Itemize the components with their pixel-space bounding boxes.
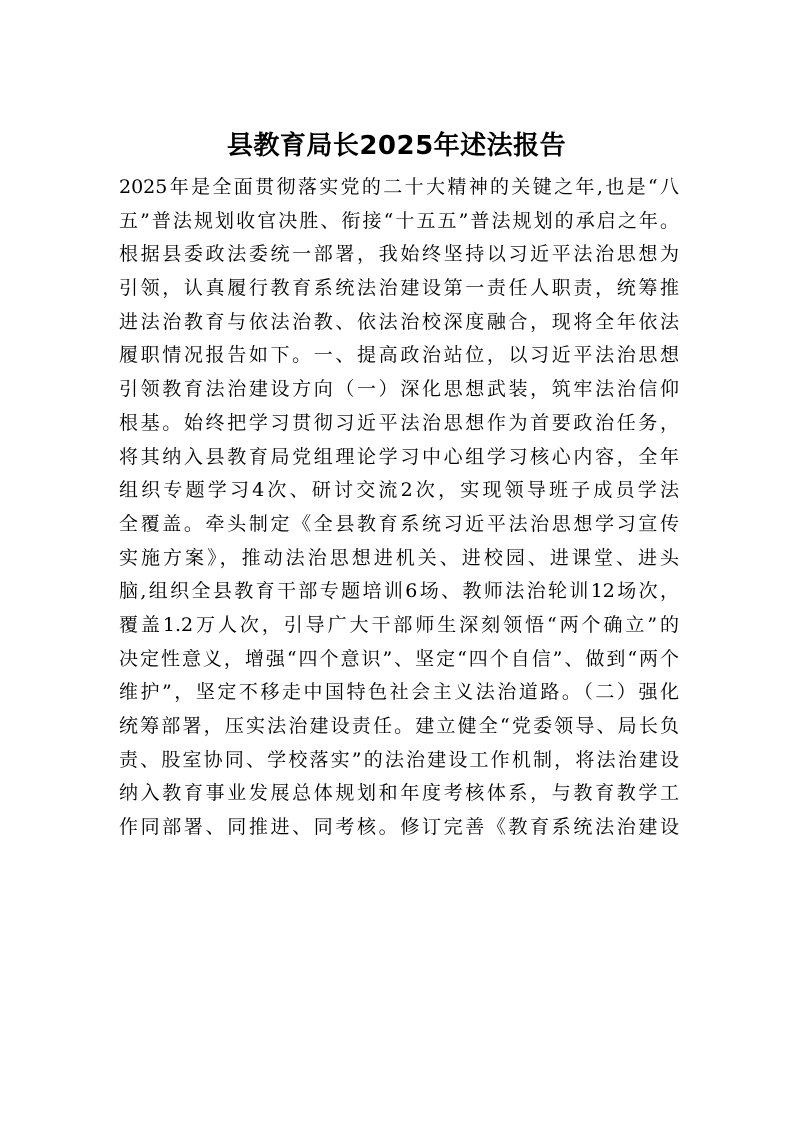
body-line: 组织专题学习4次、研讨交流2次，实现领导班子成员学法 — [119, 479, 679, 502]
document-title: 县教育局长2025年述法报告 — [226, 131, 567, 161]
body-line: 纳入教育事业发展总体规划和年度考核体系，与教育教学工 — [119, 782, 679, 805]
body-line: 将其纳入县教育局党组理论学习中心组学习核心内容，全年 — [119, 445, 679, 468]
body-line: 引领，认真履行教育系统法治建设第一责任人职责，统筹推 — [119, 277, 679, 300]
body-line: 统筹部署，压实法治建设责任。建立健全“党委领导、局长负 — [119, 715, 679, 737]
body-line: 决定性意义，增强“四个意识”、坚定“四个自信”、做到“两个 — [119, 647, 679, 670]
body-line: 引领教育法治建设方向（一）深化思想武装，筑牢法治信仰 — [119, 378, 679, 401]
body-line: 根基。始终把学习贯彻习近平法治思想作为首要政治任务， — [119, 411, 679, 434]
body-line: 履职情况报告如下。一、提高政治站位，以习近平法治思想 — [119, 344, 679, 367]
body-line: 责、股室协同、学校落实”的法治建设工作机制，将法治建设 — [119, 748, 679, 771]
body-line: 覆盖1.2万人次，引导广大干部师生深刻领悟“两个确立”的 — [119, 613, 679, 636]
body-line: 全覆盖。牵头制定《全县教育系统习近平法治思想学习宣传 — [119, 512, 679, 535]
body-line: 五”普法规划收官决胜、衔接“十五五”普法规划的承启之年。 — [119, 209, 679, 232]
body-line: 根据县委政法委统一部署，我始终坚持以习近平法治思想为 — [119, 243, 679, 266]
body-line: 脑,组织全县教育干部专题培训6场、教师法治轮训12场次， — [119, 580, 679, 603]
body-line: 作同部署、同推进、同考核。修订完善《教育系统法治建设 — [119, 816, 679, 839]
document-body — [119, 171, 679, 845]
body-line: 进法治教育与依法治教、依法治校深度融合，现将全年依法 — [119, 310, 679, 333]
body-line: 实施方案》，推动法治思想进机关、进校园、进课堂、进头 — [119, 546, 679, 569]
body-line: 维护”，坚定不移走中国特色社会主义法治道路。（二）强化 — [119, 681, 679, 704]
body-line: 2025年是全面贯彻落实党的二十大精神的关键之年,也是“八 — [119, 176, 679, 198]
